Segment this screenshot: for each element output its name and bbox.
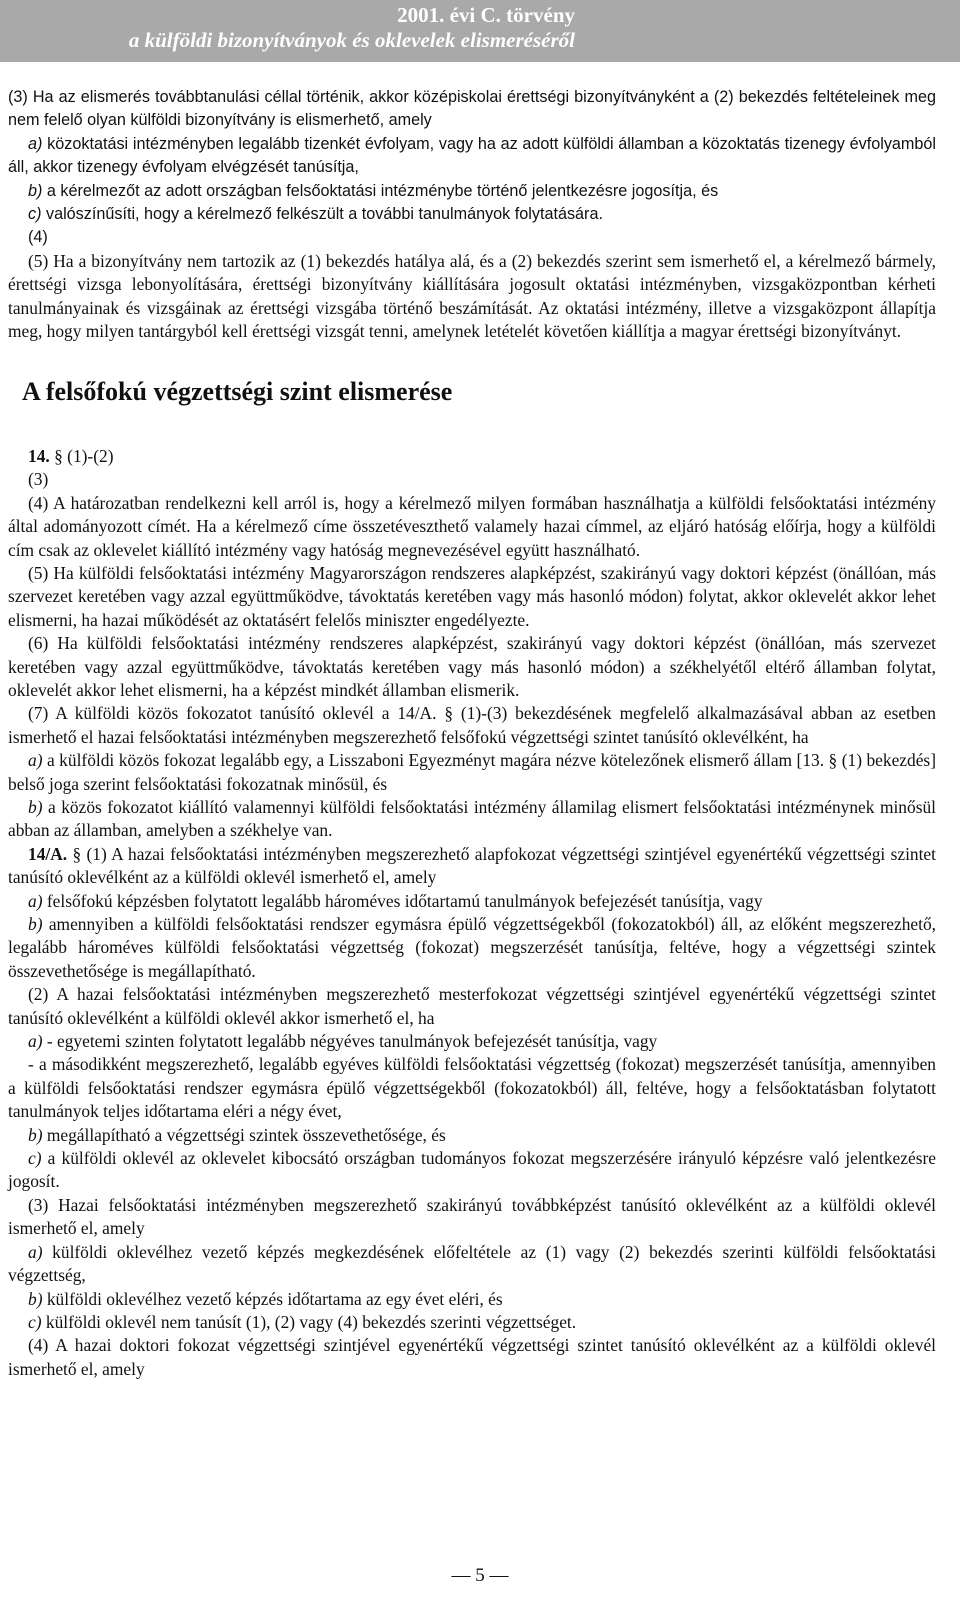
s14a-p2-item-b: b) megállapítható a végzettségi szintek összevethetősége, és xyxy=(28,1124,446,1145)
s14-paragraph-5: (5) Ha külföldi felsőoktatási intézmény Magyarországon rendszeres alapképzést, szakirányú vagy doktori képzést (önállóan, más szervezet keretében vagy azzal együttműködve, távoktatás keretében vagy más hasonló módon) folytat, akkor oklevelét akkor lehet elismerni, ha hazai működését az oktatásért felelős miniszter engedélyezte. xyxy=(8,562,936,630)
paragraph-5: (5) Ha a bizonyítvány nem tartozik az (1) bekezdés hatálya alá, és a (2) bekezdés szerint sem ismerhető el, a kérelmező bármely, érettségi vizsga lebonyolítására, érettségi bizonyítvány kiállítására jogosult oktatási intézményben, vizsgaközpontban kérheti tanulmányainak és vizsgáinak az érettségi vizsgába történő beszámítását. Az oktatási intézmény, illetve a vizsgaközpont állapítja meg, hogy milyen tantárgyból kell érettségi vizsgát tenni, amelynek letételét követően kiállítja a magyar érettségi bizonyítványt. xyxy=(8,250,936,342)
s14a-p2-item-c: c) a külföldi oklevél az oklevelet kibocsátó országban tudományos fokozat megszerzésére irányuló képzésre való jelentkezésre jogosít. xyxy=(8,1148,936,1192)
section-14-heading: 14. § (1)-(2) xyxy=(28,445,114,466)
section-14a-paragraph-1: 14/A. § (1) A hazai felsőoktatási intézményben megszerezhető alapfokozat végzettségi szintjével egyenértékű végzettségi szintet tanúsító oklevélként az a külföldi oklevél ismerhető el, amely xyxy=(8,843,936,888)
s14a-item-b: b) amennyiben a külföldi felsőoktatási rendszer egymásra épülő végzettségekből (fokozatokból) áll, az előként megszerezhető, legalább hároméves külföldi felsőoktatási végzettség (fokozat) megszerzését tanúsítja, feltéve, hogy a végzettségi szintek összevethetősége is megállapítható. xyxy=(8,914,936,981)
s14a-p3-item-a: a) külföldi oklevélhez vezető képzés megkezdésének előfeltétele az (1) vagy (2) bekezdés szerinti külföldi felsőoktatási végzettség, xyxy=(8,1241,936,1286)
s14a-p2-item-a: a) - egyetemi szinten folytatott legalább négyéves tanulmányok befejezését tanúsítja, vagy xyxy=(28,1031,658,1052)
paragraph-4: (4) xyxy=(28,228,48,247)
document-body xyxy=(8,86,936,1381)
s14-paragraph-7: (7) A külföldi közös fokozatot tanúsító oklevél a 14/A. § (1)-(3) bekezdésének megfelelő alkalmazásával abban az esetben ismerhető el hazai felsőoktatási intézményben megszerezhető felsőfokú végzettségi szintet tanúsító oklevélként, ha xyxy=(8,703,936,747)
s14a-paragraph-2: (2) A hazai felsőoktatási intézményben megszerezhető mesterfokozat végzettségi szintjével egyenértékű végzettségi szintet tanúsító oklevélként a külföldi oklevél akkor ismerhető el, ha xyxy=(8,984,936,1028)
header-title: 2001. évi C. törvény xyxy=(397,3,575,27)
s14-paragraph-3: (3) xyxy=(28,469,49,490)
s14a-paragraph-3: (3) Hazai felsőoktatási intézményben megszerezhető szakirányú továbbképzést tanúsító oklevélként az a külföldi oklevél ismerhető el, amely xyxy=(8,1194,936,1239)
s14-item-b: b) a közös fokozatot kiállító valamennyi külföldi felsőoktatási intézmény államilag elismert felsőoktatási intézménynek minősül abban az államban, amelyben a székhelye van. xyxy=(8,796,936,841)
list-item-c: c) valószínűsíti, hogy a kérelmező felkészült a további tanulmányok folytatására. xyxy=(28,205,603,224)
page-header xyxy=(0,0,960,62)
s14-paragraph-4: (4) A határozatban rendelkezni kell arról is, hogy a kérelmező milyen formában használhatja a külföldi felsőoktatási intézmény által adományozott címét. Ha a kérelmező címe összetéveszthető valamely hazai címmel, az eljáró hatóság előírja, hogy a külföldi cím csak az oklevelet kiállító intézmény vagy hatóság megnevezésével együtt használható. xyxy=(8,492,936,560)
list-item-a: a) közoktatási intézményben legalább tizenkét évfolyam, vagy ha az adott külföldi államban a közoktatás tizenegy évfolyamból áll, akkor tizenegy évfolyam elvégzését tanúsítja, xyxy=(8,134,937,177)
section-title: A felsőfokú végzettségi szint elismerése xyxy=(22,377,453,407)
s14a-p3-item-c: c) külföldi oklevél nem tanúsít (1), (2) vagy (4) bekezdés szerinti végzettséget. xyxy=(28,1311,577,1332)
s14a-item-a: a) felsőfokú képzésben folytatott legalább hároméves időtartamú tanulmányok befejezését tanúsítja, vagy xyxy=(28,890,763,911)
s14a-p2-item-a-cont: - a másodikként megszerezhető, legalább egyéves külföldi felsőoktatási végzettség (fokozat) megszerzését tanúsítja, amennyiben a külföldi felsőoktatási rendszer egymásra épülő végzettségekből (fokozatokból) áll, feltéve, hogy a felsőoktatásban folytatott tanulmányok teljes időtartama eléri a négy évet, xyxy=(8,1054,936,1122)
s14a-paragraph-4: (4) A hazai doktori fokozat végzettségi szintjével egyenértékű végzettségi szintet tanúsító oklevélként az a külföldi oklevél ismerhető el, amely xyxy=(8,1335,936,1379)
page-number: — 5 — xyxy=(451,1565,509,1586)
paragraph-3: (3) Ha az elismerés továbbtanulási céllal történik, akkor középiskolai érettségi bizonyítványként a (2) bekezdés feltételeinek meg nem felelő olyan külföldi bizonyítvány is elismerhető, amely xyxy=(8,88,936,130)
s14-item-a: a) a külföldi közös fokozat legalább egy, a Lisszaboni Egyezményt magára nézve kötelezőnek elismerő állam [13. § (1) bekezdés] belső joga szerint felsőoktatási fokozatnak minősül, és xyxy=(8,750,936,794)
header-subtitle: a külföldi bizonyítványok és oklevelek elismeréséről xyxy=(128,28,575,52)
s14a-p3-item-b: b) külföldi oklevélhez vezető képzés időtartama az egy évet eléri, és xyxy=(28,1288,503,1309)
s14-paragraph-6: (6) Ha külföldi felsőoktatási intézmény rendszeres alapképzést, szakirányú vagy doktori képzést (önállóan, más szervezet keretében vagy azzal együttműködve, távoktatás keretében vagy más hasonló módon) a székhelyétől eltérő államban folytat, oklevelét akkor lehet elismerni, ha a képzést mindkét államban elismerik. xyxy=(8,633,936,700)
list-item-b: b) a kérelmezőt az adott országban felsőoktatási intézménybe történő jelentkezésre jogosítja, és xyxy=(28,181,719,200)
